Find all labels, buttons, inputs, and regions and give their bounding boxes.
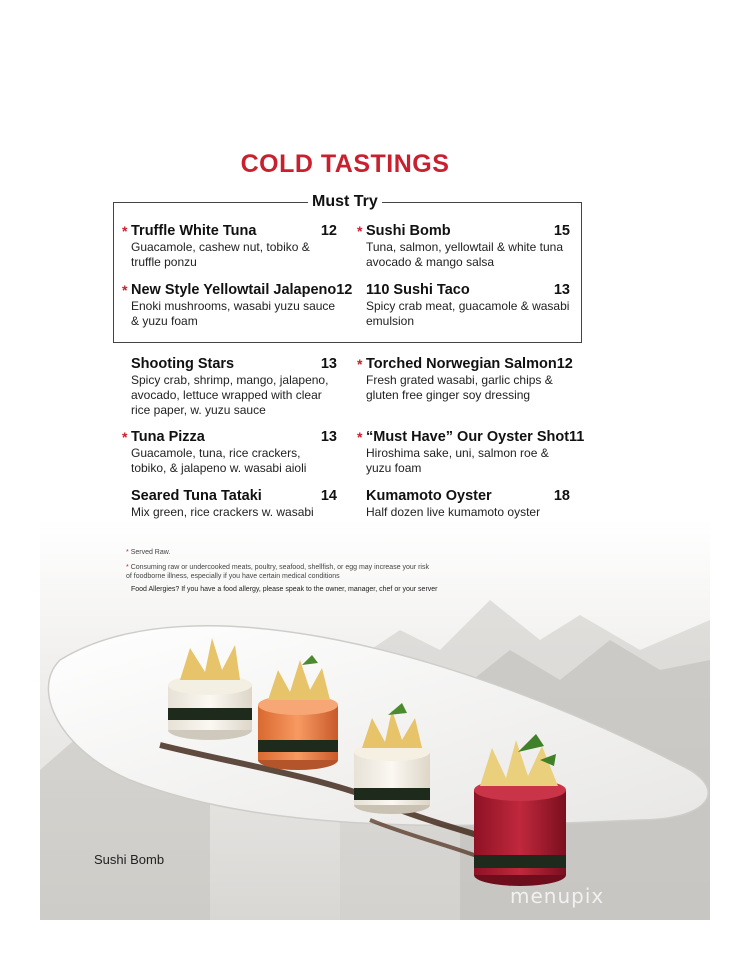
allergy-notice: Food Allergies? If you have a food allergy, please speak to the owner, manager, chef or your server [131, 586, 438, 593]
menu-item [122, 282, 353, 329]
item-description: Mix green, rice crackers w. wasabi [131, 505, 314, 519]
served-raw-marker: * [126, 549, 129, 556]
item-name: New Style Yellowtail Jalapeno [131, 282, 337, 298]
footnotes [126, 548, 438, 594]
item-price: 15 [553, 223, 570, 239]
item-price: 13 [320, 356, 337, 372]
menu-item [357, 223, 570, 270]
item-name: Shooting Stars [131, 356, 235, 372]
menu-item [131, 356, 337, 418]
served-raw-marker: * [357, 429, 363, 445]
served-raw-marker: * [357, 223, 363, 239]
item-name: Torched Norwegian Salmon [366, 356, 557, 372]
item-price: 12 [320, 223, 337, 239]
served-raw-marker: * [126, 564, 129, 571]
menu-item [357, 429, 585, 476]
served-raw-marker: * [122, 223, 128, 239]
photo-caption: Sushi Bomb [94, 852, 165, 867]
item-name: Tuna Pizza [131, 429, 205, 445]
item-description: Guacamole, tuna, rice crackers, tobiko, & jalapeno w. wasabi aioli [131, 446, 307, 475]
menu-item [357, 356, 573, 403]
item-name: Seared Tuna Tataki [131, 488, 262, 504]
consumption-warning: Consuming raw or undercooked meats, poultry, seafood, shellfish, or egg may increase your risk of foodborne illness, especially if you have certain medical conditions [126, 564, 429, 580]
item-price: 12 [336, 282, 353, 298]
watermark: menupix [510, 884, 605, 908]
item-description: Half dozen live kumamoto oyster [366, 505, 541, 519]
item-description: Guacamole, cashew nut, tobiko & truffle ponzu [131, 240, 310, 269]
item-price: 12 [556, 356, 573, 372]
item-price: 14 [320, 488, 337, 504]
item-description: Tuna, salmon, yellowtail & white tuna avocado & mango salsa [366, 240, 563, 269]
item-name: 110 Sushi Taco [366, 282, 470, 298]
item-price: 13 [320, 429, 337, 445]
item-name: Truffle White Tuna [131, 223, 257, 239]
item-price: 18 [553, 488, 570, 504]
served-raw-marker: * [357, 356, 363, 372]
served-raw-marker: * [122, 282, 128, 298]
served-raw-marker: * [122, 429, 128, 445]
item-description: Spicy crab, shrimp, mango, jalapeno, avocado, lettuce wrapped with clear rice paper, w. yuzu sauce [131, 373, 329, 417]
menu-item [122, 223, 337, 270]
served-raw-note: Served Raw. [130, 549, 171, 556]
section-title: COLD TASTINGS [240, 150, 450, 178]
item-name: “Must Have” Our Oyster Shot [366, 429, 570, 445]
item-price: 11 [569, 429, 585, 445]
menu-item [366, 282, 570, 329]
item-description: Hiroshima sake, uni, salmon roe & yuzu foam [366, 446, 549, 475]
must-try-label: Must Try [308, 193, 382, 211]
item-price: 13 [553, 282, 570, 298]
item-description: Enoki mushrooms, wasabi yuzu sauce & yuzu foam [131, 299, 336, 328]
item-description: Fresh grated wasabi, garlic chips & gluten free ginger soy dressing [366, 373, 553, 402]
item-name: Kumamoto Oyster [366, 488, 492, 504]
item-description: Spicy crab meat, guacamole & wasabi emulsion [366, 299, 570, 328]
item-name: Sushi Bomb [366, 223, 451, 239]
menu-item [122, 429, 337, 476]
